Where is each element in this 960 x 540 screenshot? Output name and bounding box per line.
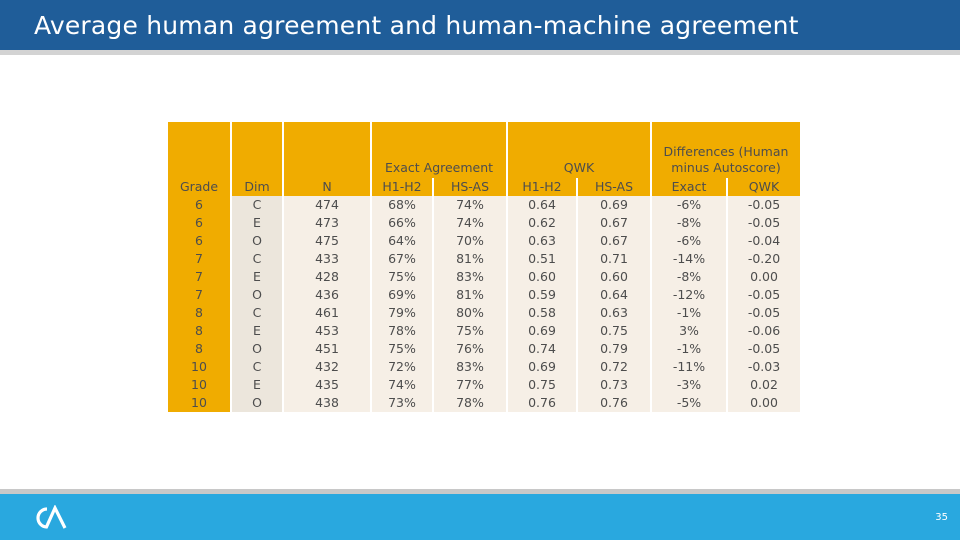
slide-title: Average human agreement and human-machine agreement	[34, 11, 799, 40]
table-row	[168, 286, 800, 304]
table-cell: 10	[168, 376, 230, 394]
table-cell: 0.72	[576, 358, 650, 376]
table-cell: 7	[168, 250, 230, 268]
table-cell: 0.71	[576, 250, 650, 268]
header-exact-agreement: Exact Agreement	[370, 122, 506, 178]
table-cell: 0.75	[576, 322, 650, 340]
table-cell: 436	[282, 286, 370, 304]
table-cell: 8	[168, 322, 230, 340]
column-header: Dim	[230, 178, 282, 196]
table-cell: -5%	[650, 394, 726, 412]
table-cell: C	[230, 304, 282, 322]
table-row	[168, 394, 800, 412]
table-cell: -0.03	[726, 358, 800, 376]
column-header: H1-H2	[506, 178, 576, 196]
table-cell: 474	[282, 196, 370, 214]
table-cell: 453	[282, 322, 370, 340]
table-cell: 70%	[432, 232, 506, 250]
table-cell: 0.00	[726, 268, 800, 286]
table-cell: 0.75	[506, 376, 576, 394]
table-cell: 81%	[432, 250, 506, 268]
table-cell: 68%	[370, 196, 432, 214]
table-cell: 0.73	[576, 376, 650, 394]
table-cell: -0.20	[726, 250, 800, 268]
table-row	[168, 232, 800, 250]
table-cell: O	[230, 394, 282, 412]
table-cell: 7	[168, 268, 230, 286]
table-row	[168, 196, 800, 214]
ca-logo-icon	[34, 505, 68, 531]
table-cell: -0.05	[726, 286, 800, 304]
table-cell: 67%	[370, 250, 432, 268]
title-bar	[0, 0, 960, 50]
table-cell: 451	[282, 340, 370, 358]
table-cell: 0.51	[506, 250, 576, 268]
table-cell: 0.69	[506, 322, 576, 340]
table-cell: O	[230, 286, 282, 304]
column-header: QWK	[726, 178, 800, 196]
table-cell: -0.06	[726, 322, 800, 340]
table-row	[168, 304, 800, 322]
table-cell: 77%	[432, 376, 506, 394]
table-cell: -3%	[650, 376, 726, 394]
table-cell: 83%	[432, 268, 506, 286]
table-cell: E	[230, 268, 282, 286]
table-cell: -1%	[650, 340, 726, 358]
table-cell: 0.02	[726, 376, 800, 394]
table-cell: 72%	[370, 358, 432, 376]
table-cell: O	[230, 340, 282, 358]
table-cell: 75%	[432, 322, 506, 340]
table-cell: 0.69	[576, 196, 650, 214]
table-cell: 6	[168, 232, 230, 250]
table-cell: 433	[282, 250, 370, 268]
header-blank-dim	[230, 122, 282, 178]
column-header-row	[168, 178, 800, 196]
column-header: Exact	[650, 178, 726, 196]
table-cell: -6%	[650, 196, 726, 214]
table-cell: 75%	[370, 340, 432, 358]
table-body	[168, 196, 800, 412]
table-cell: 461	[282, 304, 370, 322]
table-cell: 0.64	[576, 286, 650, 304]
table-cell: 6	[168, 196, 230, 214]
table-cell: 74%	[432, 196, 506, 214]
table-row	[168, 214, 800, 232]
header-differences	[650, 122, 800, 178]
table-cell: -0.05	[726, 214, 800, 232]
table-cell: 0.00	[726, 394, 800, 412]
header-blank-n	[282, 122, 370, 178]
table-cell: 69%	[370, 286, 432, 304]
table-cell: 7	[168, 286, 230, 304]
table-row	[168, 358, 800, 376]
table-cell: 0.60	[506, 268, 576, 286]
table-cell: 432	[282, 358, 370, 376]
table-cell: 75%	[370, 268, 432, 286]
table-cell: 8	[168, 340, 230, 358]
table-cell: -0.05	[726, 340, 800, 358]
table-cell: 0.67	[576, 232, 650, 250]
table-cell: 81%	[432, 286, 506, 304]
table-row	[168, 376, 800, 394]
table-cell: 74%	[370, 376, 432, 394]
table-cell: C	[230, 250, 282, 268]
table-cell: 0.79	[576, 340, 650, 358]
header-differences-line2: minus Autoscore)	[671, 160, 781, 175]
table-cell: 0.60	[576, 268, 650, 286]
column-header: HS-AS	[576, 178, 650, 196]
table-cell: -0.05	[726, 196, 800, 214]
table-cell: 66%	[370, 214, 432, 232]
table-cell: -0.05	[726, 304, 800, 322]
table-cell: 83%	[432, 358, 506, 376]
table-cell: E	[230, 214, 282, 232]
table-cell: 0.76	[506, 394, 576, 412]
table-cell: C	[230, 358, 282, 376]
header-differences-line1: Differences (Human	[663, 144, 789, 159]
table-row	[168, 250, 800, 268]
table-cell: 73%	[370, 394, 432, 412]
table-cell: 78%	[432, 394, 506, 412]
table-cell: 0.67	[576, 214, 650, 232]
title-divider	[0, 50, 960, 55]
table-cell: 79%	[370, 304, 432, 322]
table-cell: 0.64	[506, 196, 576, 214]
table-cell: -11%	[650, 358, 726, 376]
table-cell: E	[230, 322, 282, 340]
table-cell: 6	[168, 214, 230, 232]
table-cell: 76%	[432, 340, 506, 358]
table-cell: 0.62	[506, 214, 576, 232]
table-cell: -12%	[650, 286, 726, 304]
table-cell: 475	[282, 232, 370, 250]
table-cell: 435	[282, 376, 370, 394]
page-number: 35	[935, 512, 948, 523]
column-header: H1-H2	[370, 178, 432, 196]
table-cell: 473	[282, 214, 370, 232]
table-cell: -1%	[650, 304, 726, 322]
table-cell: 3%	[650, 322, 726, 340]
table-cell: 0.58	[506, 304, 576, 322]
agreement-table	[168, 122, 800, 412]
table-cell: 0.76	[576, 394, 650, 412]
table-cell: -6%	[650, 232, 726, 250]
table-cell: 438	[282, 394, 370, 412]
table-cell: 8	[168, 304, 230, 322]
table-cell: 10	[168, 358, 230, 376]
table-cell: 0.63	[506, 232, 576, 250]
table-cell: -8%	[650, 214, 726, 232]
table-cell: E	[230, 376, 282, 394]
table-cell: 0.74	[506, 340, 576, 358]
table-row	[168, 268, 800, 286]
table-cell: -8%	[650, 268, 726, 286]
table-cell: 64%	[370, 232, 432, 250]
table-cell: 78%	[370, 322, 432, 340]
table-cell: 0.59	[506, 286, 576, 304]
table-cell: 0.69	[506, 358, 576, 376]
table-cell: O	[230, 232, 282, 250]
table-cell: 80%	[432, 304, 506, 322]
table-row	[168, 322, 800, 340]
header-blank-grade	[168, 122, 230, 178]
table-cell: C	[230, 196, 282, 214]
header-qwk: QWK	[506, 122, 650, 178]
footer-bar	[0, 494, 960, 540]
table-cell: 428	[282, 268, 370, 286]
table-cell: 0.63	[576, 304, 650, 322]
group-header-row	[168, 122, 800, 178]
table-cell: 10	[168, 394, 230, 412]
column-header: HS-AS	[432, 178, 506, 196]
column-header: Grade	[168, 178, 230, 196]
table-cell: 74%	[432, 214, 506, 232]
column-header: N	[282, 178, 370, 196]
table-cell: -0.04	[726, 232, 800, 250]
table-row	[168, 340, 800, 358]
table-cell: -14%	[650, 250, 726, 268]
